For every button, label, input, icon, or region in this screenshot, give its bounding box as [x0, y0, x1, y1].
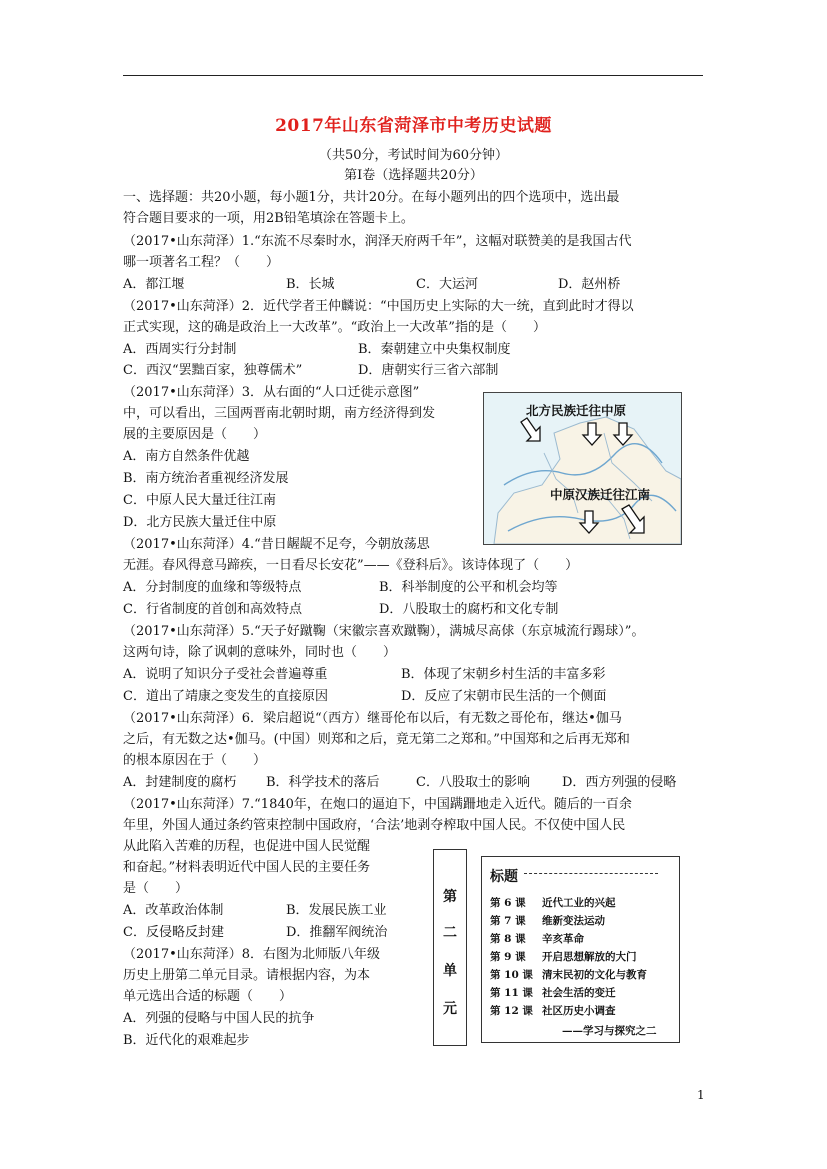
- q3-option-c: C．中原人民大量迁往江南: [123, 493, 276, 508]
- arrow-icon: [521, 418, 540, 441]
- question-6-line: 之后，有无数之达•伽马。(中国）则郑和之后，竟无第二之郑和。”中国郑和之后再无郑和: [123, 732, 630, 747]
- lesson-name: 社会生活的变迁: [542, 987, 616, 999]
- question-3-line: 中，可以看出，三国两晋南北朝时期，南方经济得到发: [123, 406, 436, 421]
- exam-subtitle: （共50分，考试时间为60分钟）: [318, 148, 509, 163]
- q7-option-b: B．发展民族工业: [286, 903, 387, 918]
- q7-option-c: C．反侵略反封建: [123, 925, 224, 940]
- lesson-subtitle: ——学习与探究之二: [562, 1025, 657, 1037]
- question-6: （2017•山东菏泽）6．梁启超说“（西方）继哥伦布以后，有无数之哥伦布，继达•伽马: [123, 711, 622, 726]
- question-5-line: 这两句诗，除了讽刺的意味外，同时也（ ）: [123, 645, 397, 660]
- question-2-line: 正式实现，这的确是政治上一大改革”。“政治上一大改革”指的是（ ）: [123, 320, 546, 335]
- q5-option-c: C．道出了靖康之变发生的直接原因: [123, 689, 328, 704]
- q5-option-b: B．体现了宋朝乡村生活的丰富多彩: [401, 667, 606, 682]
- unit-side-char: 元: [443, 1001, 457, 1017]
- q4-option-b: B．科举制度的公平和机会均等: [379, 580, 558, 595]
- unit-side-char: 单: [443, 963, 457, 979]
- lesson-number: 第 9 课: [490, 951, 526, 963]
- q1-option-d: D．赵州桥: [558, 277, 621, 292]
- lesson-number: 第 12 课: [490, 1005, 533, 1017]
- migration-map: [483, 392, 682, 545]
- lesson-name: 辛亥革命: [542, 933, 584, 945]
- q5-option-d: D．反应了宋朝市民生活的一个侧面: [401, 689, 607, 704]
- q2-option-c: C．西汉“罢黜百家，独尊儒术”: [123, 363, 303, 378]
- question-5: （2017•山东菏泽）5.“天子好蹴鞠（宋徽宗喜欢蹴鞠），满城尽高俅（东京城流行踢球）”。: [123, 624, 645, 639]
- map-label-south: 中原汉族迁往江南: [550, 487, 651, 502]
- lesson-name: 清末民初的文化与教育: [542, 969, 647, 981]
- lesson-number: 第 10 课: [490, 969, 533, 981]
- lesson-row: [490, 949, 637, 964]
- unit-side-char: 二: [443, 925, 457, 941]
- intro-line: 一、选择题：共20小题，每小题1分，共计20分。在每小题列出的四个选项中，选出最: [123, 190, 620, 205]
- q3-option-d: D．北方民族大量迁住中原: [123, 515, 277, 530]
- q2-option-a: A．西周实行分封制: [123, 342, 237, 357]
- header-rule: [123, 75, 703, 76]
- lesson-number: 第 11 课: [490, 987, 533, 999]
- q8-option-b: B．近代化的艰难起步: [123, 1033, 250, 1048]
- exam-title: 2017年山东省菏泽市中考历史试题: [275, 116, 552, 136]
- question-6-line: 的根本原因在于（ ）: [123, 753, 267, 768]
- q3-option-b: B．南方统治者重视经济发展: [123, 471, 289, 486]
- title-blank: [524, 873, 658, 874]
- question-7-line: 年里，外国人通过条约管束控制中国政府，‘合法’地剥夺榨取中国人民。不仅使中国人民: [123, 818, 626, 833]
- q6-option-d: D．西方列强的侵略: [562, 775, 677, 790]
- lesson-name: 维新变法运动: [542, 915, 605, 927]
- intro-line: 符合题目要求的一项，用2B铅笔填涂在答题卡上。: [123, 211, 414, 226]
- q3-option-a: A．南方自然条件优越: [123, 449, 250, 464]
- q1-option-a: A．都江堰: [123, 277, 185, 292]
- question-4: （2017•山东菏泽）4.“昔日龌龊不足夸，今朝放荡思: [123, 537, 430, 552]
- lesson-row: [490, 967, 647, 982]
- question-8-line: 历史上册第二单元目录。请根据内容，为本: [123, 968, 371, 983]
- lesson-name: 开启思想解放的大门: [542, 951, 637, 963]
- q4-option-c: C．行省制度的首创和高效特点: [123, 602, 302, 617]
- q1-option-c: C．大运河: [416, 277, 478, 292]
- q6-option-a: A．封建制度的腐朽: [123, 775, 237, 790]
- q4-option-d: D．八股取士的腐朽和文化专制: [379, 602, 559, 617]
- unit-contents-table: [481, 856, 680, 1043]
- question-8: （2017•山东菏泽）8．右图为北师版八年级: [123, 947, 381, 962]
- lesson-number: 第 7 课: [490, 915, 526, 927]
- lesson-name: 近代工业的兴起: [542, 897, 616, 909]
- question-8-line: 单元选出合适的标题（ ）: [123, 989, 293, 1004]
- question-2: （2017•山东菏泽）2．近代学者王仲麟说：“中国历史上实际的大一统，直到此时才得以: [123, 299, 634, 314]
- question-7: （2017•山东菏泽）7.“1840年，在炮口的逼迫下，中国蹒跚地走入近代。随后的一百余: [123, 797, 632, 812]
- lesson-row: [490, 913, 605, 928]
- lesson-row: [490, 895, 616, 910]
- map-label-north: 北方民族迁往中原: [526, 403, 627, 418]
- q8-option-a: A．列强的侵略与中国人民的抗争: [123, 1011, 315, 1026]
- question-3-line: 展的主要原因是（ ）: [123, 427, 267, 442]
- lesson-number: 第 6 课: [490, 897, 526, 909]
- unit-side-label: [433, 849, 467, 1046]
- question-1: （2017•山东菏泽）1.“东流不尽秦时水，润泽天府两千年”，这幅对联赞美的是我国古代: [123, 234, 632, 249]
- lesson-row: [490, 1003, 616, 1018]
- q2-option-b: B．秦朝建立中央集权制度: [358, 342, 511, 357]
- q4-option-a: A．分封制度的血缘和等级特点: [123, 580, 302, 595]
- unit-header: 标题: [490, 869, 518, 885]
- q2-option-d: D．唐朝实行三省六部制: [358, 363, 499, 378]
- q1-option-b: B．长城: [286, 277, 335, 292]
- question-3: （2017•山东菏泽）3．从右面的“人口迁徙示意图”: [123, 385, 420, 400]
- lesson-row: [490, 931, 584, 946]
- question-7-line: 从此陷入苦难的历程，也促进中国人民觉醒: [123, 839, 371, 854]
- question-7-line: 是（ ）: [123, 881, 189, 896]
- page-number: 1: [697, 1088, 705, 1102]
- q5-option-a: A．说明了知识分子受社会普遍尊重: [123, 667, 328, 682]
- question-1-line: 哪一项著名工程？（ ）: [123, 255, 280, 270]
- unit-side-char: 第: [443, 889, 457, 905]
- section-heading: 第Ⅰ卷（选择题共20分）: [344, 168, 483, 183]
- lesson-number: 第 8 课: [490, 933, 526, 945]
- q6-option-b: B．科学技术的落后: [266, 775, 380, 790]
- q7-option-a: A．改革政治体制: [123, 903, 224, 918]
- lesson-name: 社区历史小调查: [542, 1005, 616, 1017]
- lesson-row: [490, 985, 616, 1000]
- q6-option-c: C．八股取士的影响: [416, 775, 530, 790]
- q7-option-d: D．推翻军阀统治: [286, 925, 388, 940]
- question-7-line: 和奋起。”材料表明近代中国人民的主要任务: [123, 860, 371, 875]
- question-4-line: 无涯。春风得意马蹄疾，一日看尽长安花”——《登科后》。该诗体现了（ ）: [123, 558, 579, 573]
